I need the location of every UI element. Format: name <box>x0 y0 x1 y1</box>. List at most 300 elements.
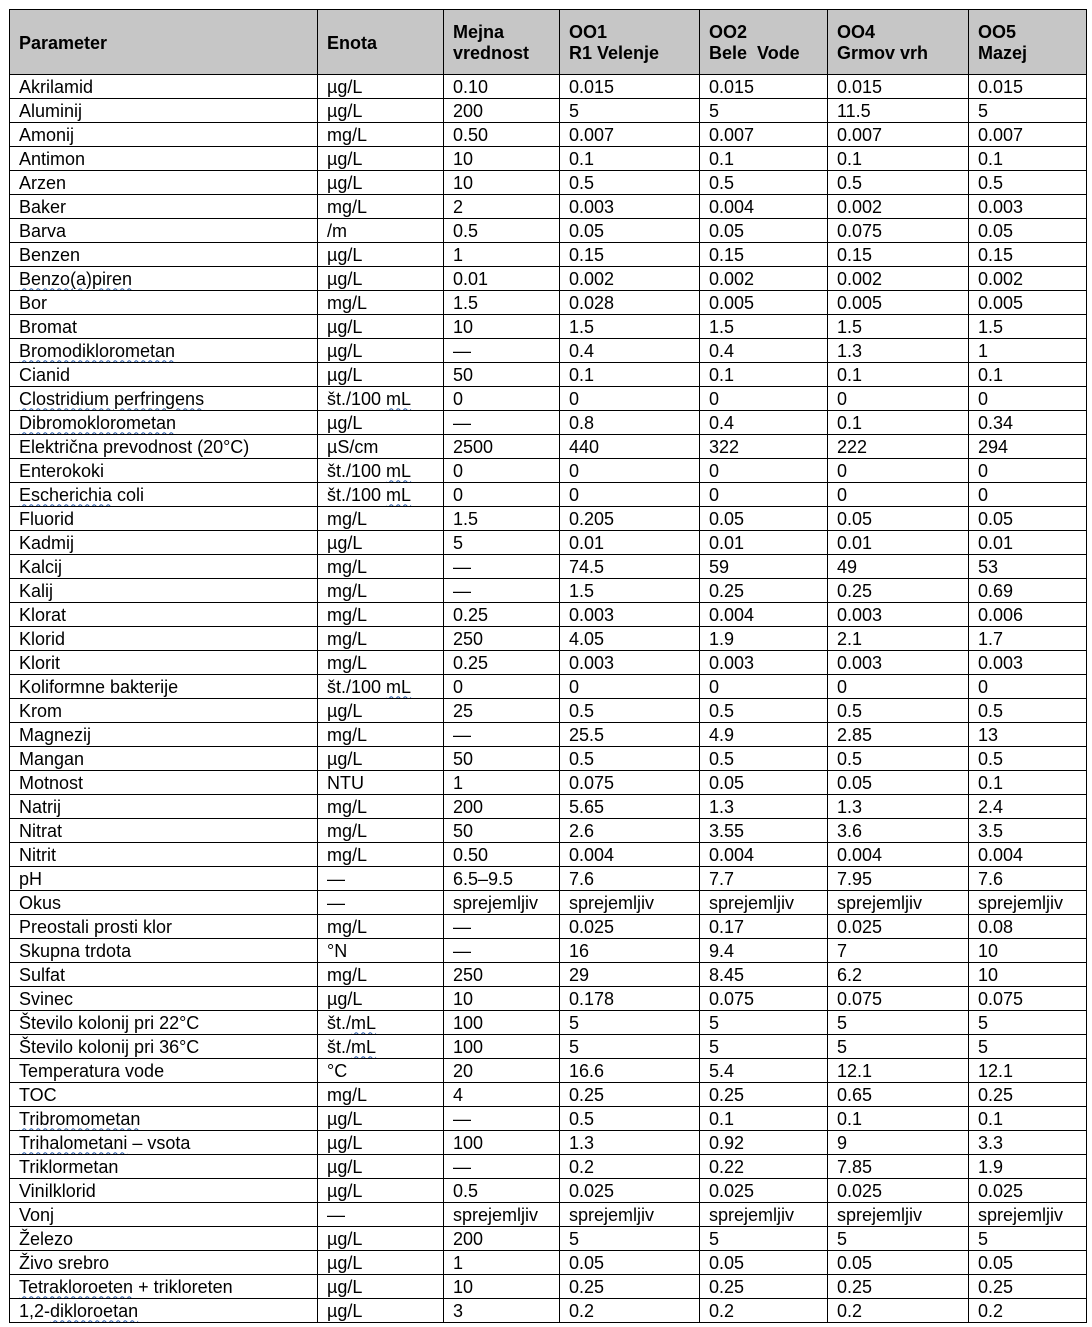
cell-text: 0.015 <box>978 76 1024 97</box>
cell-text: 250 <box>453 964 484 985</box>
cell-mejna-vrednost <box>444 1299 560 1323</box>
cell-parameter <box>10 1083 318 1107</box>
cell-text: 16.6 <box>569 1060 605 1081</box>
cell-enota <box>318 915 444 939</box>
cell-text: Temperatura vode <box>19 1060 165 1081</box>
cell-text: µg/L <box>327 1252 363 1273</box>
cell-enota <box>318 987 444 1011</box>
header-line: Grmov vrh <box>837 43 929 63</box>
cell-text: 0.2 <box>978 1300 1004 1321</box>
cell-text: 6.2 <box>837 964 863 985</box>
table-row <box>10 1179 1087 1203</box>
cell-mejna-vrednost <box>444 1155 560 1179</box>
cell-text: 0.004 <box>837 844 883 865</box>
cell-mejna-vrednost <box>444 411 560 435</box>
cell-text: 0 <box>709 388 720 409</box>
cell-text: Enterokoki <box>19 460 105 481</box>
cell-oo1 <box>560 1011 700 1035</box>
cell-enota <box>318 627 444 651</box>
cell-oo4 <box>828 1227 969 1251</box>
cell-text: 0.5 <box>709 172 735 193</box>
cell-oo2 <box>700 1059 828 1083</box>
cell-text: št./100 mL <box>327 484 412 505</box>
cell-text: 5 <box>837 1012 848 1033</box>
cell-oo5 <box>969 843 1087 867</box>
cell-text: Tetrakloroeten + trikloreten <box>19 1276 233 1297</box>
table-row <box>10 459 1087 483</box>
cell-text: 7 <box>837 940 848 961</box>
cell-mejna-vrednost <box>444 1035 560 1059</box>
cell-parameter <box>10 963 318 987</box>
cell-oo2 <box>700 1155 828 1179</box>
cell-mejna-vrednost <box>444 1131 560 1155</box>
cell-mejna-vrednost <box>444 651 560 675</box>
header-oo2-bele-vode <box>700 10 828 75</box>
cell-text: 5 <box>978 1012 989 1033</box>
cell-text: 0.075 <box>709 988 755 1009</box>
cell-text: 0.007 <box>569 124 615 145</box>
cell-text: sprejemljiv <box>453 1204 539 1225</box>
table-row <box>10 1203 1087 1227</box>
cell-parameter <box>10 315 318 339</box>
header-line: R1 Velenje <box>569 43 660 63</box>
cell-text: 0.1 <box>978 148 1004 169</box>
cell-mejna-vrednost <box>444 891 560 915</box>
cell-mejna-vrednost <box>444 843 560 867</box>
cell-text: 0.1 <box>709 364 735 385</box>
cell-oo2 <box>700 99 828 123</box>
cell-enota <box>318 675 444 699</box>
cell-text: 1.5 <box>978 316 1004 337</box>
cell-mejna-vrednost <box>444 795 560 819</box>
cell-text: µg/L <box>327 340 363 361</box>
cell-text: µS/cm <box>327 436 379 457</box>
cell-text: mg/L <box>327 508 368 529</box>
cell-parameter <box>10 507 318 531</box>
cell-text: µg/L <box>327 100 363 121</box>
cell-oo4 <box>828 1251 969 1275</box>
cell-text: 4 <box>453 1084 464 1105</box>
cell-text: 3.5 <box>978 820 1004 841</box>
cell-text: mg/L <box>327 724 368 745</box>
cell-text: Preostali prosti klor <box>19 916 173 937</box>
cell-parameter <box>10 675 318 699</box>
cell-text: 53 <box>978 556 999 577</box>
cell-mejna-vrednost <box>444 1227 560 1251</box>
cell-mejna-vrednost <box>444 99 560 123</box>
table-row <box>10 675 1087 699</box>
table-row <box>10 99 1087 123</box>
cell-text: 0.92 <box>709 1132 745 1153</box>
cell-text: 10 <box>978 964 999 985</box>
header-enota <box>318 10 444 75</box>
cell-text: 0 <box>978 388 989 409</box>
cell-oo2 <box>700 1035 828 1059</box>
cell-oo2 <box>700 555 828 579</box>
cell-parameter <box>10 771 318 795</box>
cell-parameter <box>10 843 318 867</box>
cell-oo1 <box>560 99 700 123</box>
cell-oo1 <box>560 483 700 507</box>
cell-text: 0.1 <box>709 148 735 169</box>
cell-text: 2500 <box>453 436 494 457</box>
cell-parameter <box>10 555 318 579</box>
cell-mejna-vrednost <box>444 123 560 147</box>
cell-text: µg/L <box>327 244 363 265</box>
cell-oo2 <box>700 1107 828 1131</box>
cell-enota <box>318 459 444 483</box>
table-row <box>10 219 1087 243</box>
cell-oo5 <box>969 579 1087 603</box>
cell-text: 8.45 <box>709 964 745 985</box>
cell-parameter <box>10 819 318 843</box>
table-row <box>10 579 1087 603</box>
cell-text: 0.05 <box>709 220 745 241</box>
cell-text: 12.1 <box>837 1060 873 1081</box>
cell-text: 0.5 <box>837 748 863 769</box>
cell-text: 0.028 <box>569 292 615 313</box>
cell-oo4 <box>828 123 969 147</box>
cell-text: µg/L <box>327 1228 363 1249</box>
cell-text: 0.003 <box>569 196 615 217</box>
cell-oo4 <box>828 267 969 291</box>
cell-text: 0 <box>837 484 848 505</box>
cell-enota <box>318 963 444 987</box>
cell-text: 5 <box>453 532 464 553</box>
cell-oo2 <box>700 867 828 891</box>
cell-oo1 <box>560 339 700 363</box>
cell-parameter <box>10 1011 318 1035</box>
header-line: OO1 <box>569 22 608 42</box>
cell-text: 0.005 <box>709 292 755 313</box>
cell-text: 0.002 <box>978 268 1024 289</box>
cell-text: 100 <box>453 1036 484 1057</box>
cell-text: Sulfat <box>19 964 66 985</box>
cell-text: Krom <box>19 700 63 721</box>
cell-text: Vonj <box>19 1204 55 1225</box>
cell-oo4 <box>828 1299 969 1323</box>
cell-oo1 <box>560 987 700 1011</box>
cell-oo1 <box>560 75 700 99</box>
cell-text: 5 <box>837 1228 848 1249</box>
cell-text: — <box>453 1108 471 1129</box>
cell-enota <box>318 843 444 867</box>
cell-text: mg/L <box>327 628 368 649</box>
cell-text: 0.5 <box>569 172 595 193</box>
cell-text: 5 <box>709 1012 720 1033</box>
cell-oo1 <box>560 747 700 771</box>
cell-oo4 <box>828 1011 969 1035</box>
cell-text: — <box>453 412 471 433</box>
table-row <box>10 963 1087 987</box>
cell-oo1 <box>560 363 700 387</box>
cell-text: — <box>453 916 471 937</box>
cell-oo1 <box>560 1059 700 1083</box>
cell-oo4 <box>828 651 969 675</box>
cell-oo5 <box>969 1203 1087 1227</box>
cell-enota <box>318 339 444 363</box>
cell-mejna-vrednost <box>444 987 560 1011</box>
cell-oo1 <box>560 1131 700 1155</box>
cell-oo2 <box>700 891 828 915</box>
cell-text: 0.1 <box>978 364 1004 385</box>
cell-text: Število kolonij pri 36°C <box>19 1036 200 1057</box>
cell-oo5 <box>969 867 1087 891</box>
cell-text: Vinilklorid <box>19 1180 96 1201</box>
cell-text: 5.65 <box>569 796 605 817</box>
cell-enota <box>318 1131 444 1155</box>
cell-text: 3.6 <box>837 820 863 841</box>
table-row <box>10 1107 1087 1131</box>
cell-oo4 <box>828 1059 969 1083</box>
cell-mejna-vrednost <box>444 963 560 987</box>
cell-text: 0 <box>453 484 464 505</box>
cell-oo2 <box>700 195 828 219</box>
water-quality-table <box>9 9 1087 1323</box>
cell-text: št./mL <box>327 1036 377 1057</box>
cell-text: 6.5–9.5 <box>453 868 514 889</box>
cell-text: 222 <box>837 436 868 457</box>
cell-text: µg/L <box>327 532 363 553</box>
cell-text: mg/L <box>327 292 368 313</box>
cell-text: 0.25 <box>978 1084 1014 1105</box>
cell-text: sprejemljiv <box>978 1204 1064 1225</box>
cell-text: 0.007 <box>978 124 1024 145</box>
spellcheck-squiggle: mL <box>386 676 412 697</box>
table-row <box>10 723 1087 747</box>
spellcheck-squiggle: Dibromoklorometan <box>19 412 177 433</box>
cell-mejna-vrednost <box>444 1203 560 1227</box>
cell-parameter <box>10 1035 318 1059</box>
cell-text: 0.015 <box>837 76 883 97</box>
table-row <box>10 939 1087 963</box>
cell-parameter <box>10 339 318 363</box>
cell-text: 0.01 <box>709 532 745 553</box>
cell-enota <box>318 267 444 291</box>
cell-oo5 <box>969 75 1087 99</box>
cell-text: 0.15 <box>837 244 873 265</box>
cell-text: 25 <box>453 700 474 721</box>
cell-text: 0 <box>453 388 464 409</box>
cell-text: 0.006 <box>978 604 1024 625</box>
cell-oo2 <box>700 843 828 867</box>
cell-parameter <box>10 915 318 939</box>
cell-parameter <box>10 891 318 915</box>
cell-text: 0.003 <box>837 652 883 673</box>
cell-oo1 <box>560 219 700 243</box>
cell-text: 200 <box>453 796 484 817</box>
cell-oo4 <box>828 387 969 411</box>
cell-enota <box>318 507 444 531</box>
cell-oo2 <box>700 339 828 363</box>
cell-oo2 <box>700 1131 828 1155</box>
cell-parameter <box>10 75 318 99</box>
cell-oo5 <box>969 195 1087 219</box>
cell-oo4 <box>828 843 969 867</box>
table-row <box>10 387 1087 411</box>
cell-oo5 <box>969 651 1087 675</box>
cell-parameter <box>10 1251 318 1275</box>
cell-oo4 <box>828 627 969 651</box>
cell-text: 50 <box>453 748 474 769</box>
header-oo5-mazej <box>969 10 1087 75</box>
cell-oo5 <box>969 627 1087 651</box>
cell-parameter <box>10 459 318 483</box>
spellcheck-squiggle: mL <box>351 1036 377 1057</box>
cell-oo4 <box>828 915 969 939</box>
cell-text: 1 <box>453 1252 464 1273</box>
cell-text: 0 <box>978 460 989 481</box>
cell-text: µg/L <box>327 1180 363 1201</box>
cell-text: 0.5 <box>709 700 735 721</box>
cell-oo5 <box>969 819 1087 843</box>
cell-oo1 <box>560 867 700 891</box>
cell-parameter <box>10 171 318 195</box>
cell-text: 0.003 <box>978 652 1024 673</box>
cell-text: 5 <box>709 1036 720 1057</box>
table-row <box>10 75 1087 99</box>
cell-parameter <box>10 291 318 315</box>
cell-oo4 <box>828 795 969 819</box>
cell-text: 2.6 <box>569 820 595 841</box>
cell-oo2 <box>700 603 828 627</box>
cell-oo2 <box>700 243 828 267</box>
cell-mejna-vrednost <box>444 75 560 99</box>
cell-oo2 <box>700 435 828 459</box>
cell-text: 0.1 <box>569 364 595 385</box>
cell-text: 0.015 <box>709 76 755 97</box>
cell-text: 0 <box>709 676 720 697</box>
cell-text: — <box>453 724 471 745</box>
cell-text: 7.6 <box>569 868 595 889</box>
cell-text: 1 <box>453 244 464 265</box>
cell-text: 2 <box>453 196 464 217</box>
cell-oo5 <box>969 603 1087 627</box>
cell-text: 1.9 <box>978 1156 1004 1177</box>
cell-oo4 <box>828 411 969 435</box>
cell-oo2 <box>700 363 828 387</box>
cell-text: 3 <box>453 1300 464 1321</box>
cell-oo1 <box>560 1107 700 1131</box>
cell-text: 11.5 <box>837 100 871 121</box>
cell-mejna-vrednost <box>444 723 560 747</box>
cell-enota <box>318 1011 444 1035</box>
cell-oo2 <box>700 1203 828 1227</box>
cell-text: 0.5 <box>978 700 1004 721</box>
cell-oo2 <box>700 651 828 675</box>
table-row <box>10 123 1087 147</box>
cell-oo2 <box>700 723 828 747</box>
cell-text: 0.08 <box>978 916 1014 937</box>
cell-oo1 <box>560 603 700 627</box>
cell-oo2 <box>700 147 828 171</box>
cell-text: št./100 mL <box>327 676 412 697</box>
table-row <box>10 603 1087 627</box>
spellcheck-squiggle: Benzo(a)piren <box>19 268 133 289</box>
cell-text: 0.15 <box>569 244 605 265</box>
cell-parameter <box>10 1299 318 1323</box>
cell-text: Magnezij <box>19 724 92 745</box>
cell-text: pH <box>19 868 43 889</box>
cell-oo4 <box>828 315 969 339</box>
cell-text: 5 <box>978 1036 989 1057</box>
table-row <box>10 147 1087 171</box>
cell-oo4 <box>828 1083 969 1107</box>
cell-oo1 <box>560 1275 700 1299</box>
cell-parameter <box>10 363 318 387</box>
table-row <box>10 1059 1087 1083</box>
cell-text: 440 <box>569 436 600 457</box>
header-line: Bele Vode <box>709 43 800 63</box>
cell-oo5 <box>969 243 1087 267</box>
cell-text: 0.007 <box>709 124 755 145</box>
cell-oo2 <box>700 747 828 771</box>
table-row <box>10 555 1087 579</box>
cell-oo1 <box>560 1083 700 1107</box>
table-header <box>10 10 1087 75</box>
spellcheck-squiggle: dikloroetan <box>50 1300 139 1321</box>
cell-oo5 <box>969 1155 1087 1179</box>
cell-text: 0.25 <box>709 580 745 601</box>
spellcheck-squiggle: mL <box>386 388 412 409</box>
cell-text: 0.25 <box>569 1084 605 1105</box>
cell-text: Cianid <box>19 364 71 385</box>
table-body <box>10 75 1087 1323</box>
cell-text: 294 <box>978 436 1009 457</box>
cell-parameter <box>10 723 318 747</box>
table-row <box>10 747 1087 771</box>
table-row <box>10 819 1087 843</box>
cell-enota <box>318 75 444 99</box>
cell-mejna-vrednost <box>444 507 560 531</box>
cell-text <box>19 413 176 433</box>
cell-text: Kalcij <box>19 556 63 577</box>
cell-oo1 <box>560 1227 700 1251</box>
cell-oo1 <box>560 795 700 819</box>
cell-text: 10 <box>453 316 474 337</box>
header-parameter <box>10 10 318 75</box>
cell-text: Amonij <box>19 124 75 145</box>
cell-oo5 <box>969 1131 1087 1155</box>
cell-text: Arzen <box>19 172 67 193</box>
table-row <box>10 1299 1087 1323</box>
spellcheck-squiggle: Escherichia <box>19 484 113 505</box>
cell-oo2 <box>700 915 828 939</box>
cell-parameter <box>10 531 318 555</box>
cell-parameter <box>10 795 318 819</box>
cell-oo4 <box>828 867 969 891</box>
cell-text: 1.9 <box>709 628 735 649</box>
cell-oo1 <box>560 579 700 603</box>
cell-mejna-vrednost <box>444 219 560 243</box>
cell-text: 0 <box>569 676 580 697</box>
cell-text: Escherichia coli <box>19 484 145 505</box>
cell-text: °N <box>327 940 348 961</box>
cell-text: 0.15 <box>978 244 1014 265</box>
cell-text: 0.075 <box>837 988 883 1009</box>
cell-parameter <box>10 1107 318 1131</box>
cell-text: 0.003 <box>709 652 755 673</box>
cell-oo5 <box>969 387 1087 411</box>
cell-enota <box>318 435 444 459</box>
cell-text: µg/L <box>327 1276 363 1297</box>
cell-text: 25.5 <box>569 724 605 745</box>
cell-oo1 <box>560 915 700 939</box>
cell-text: 0.005 <box>837 292 883 313</box>
cell-text: Barva <box>19 220 67 241</box>
cell-oo2 <box>700 579 828 603</box>
cell-text: sprejemljiv <box>569 892 655 913</box>
